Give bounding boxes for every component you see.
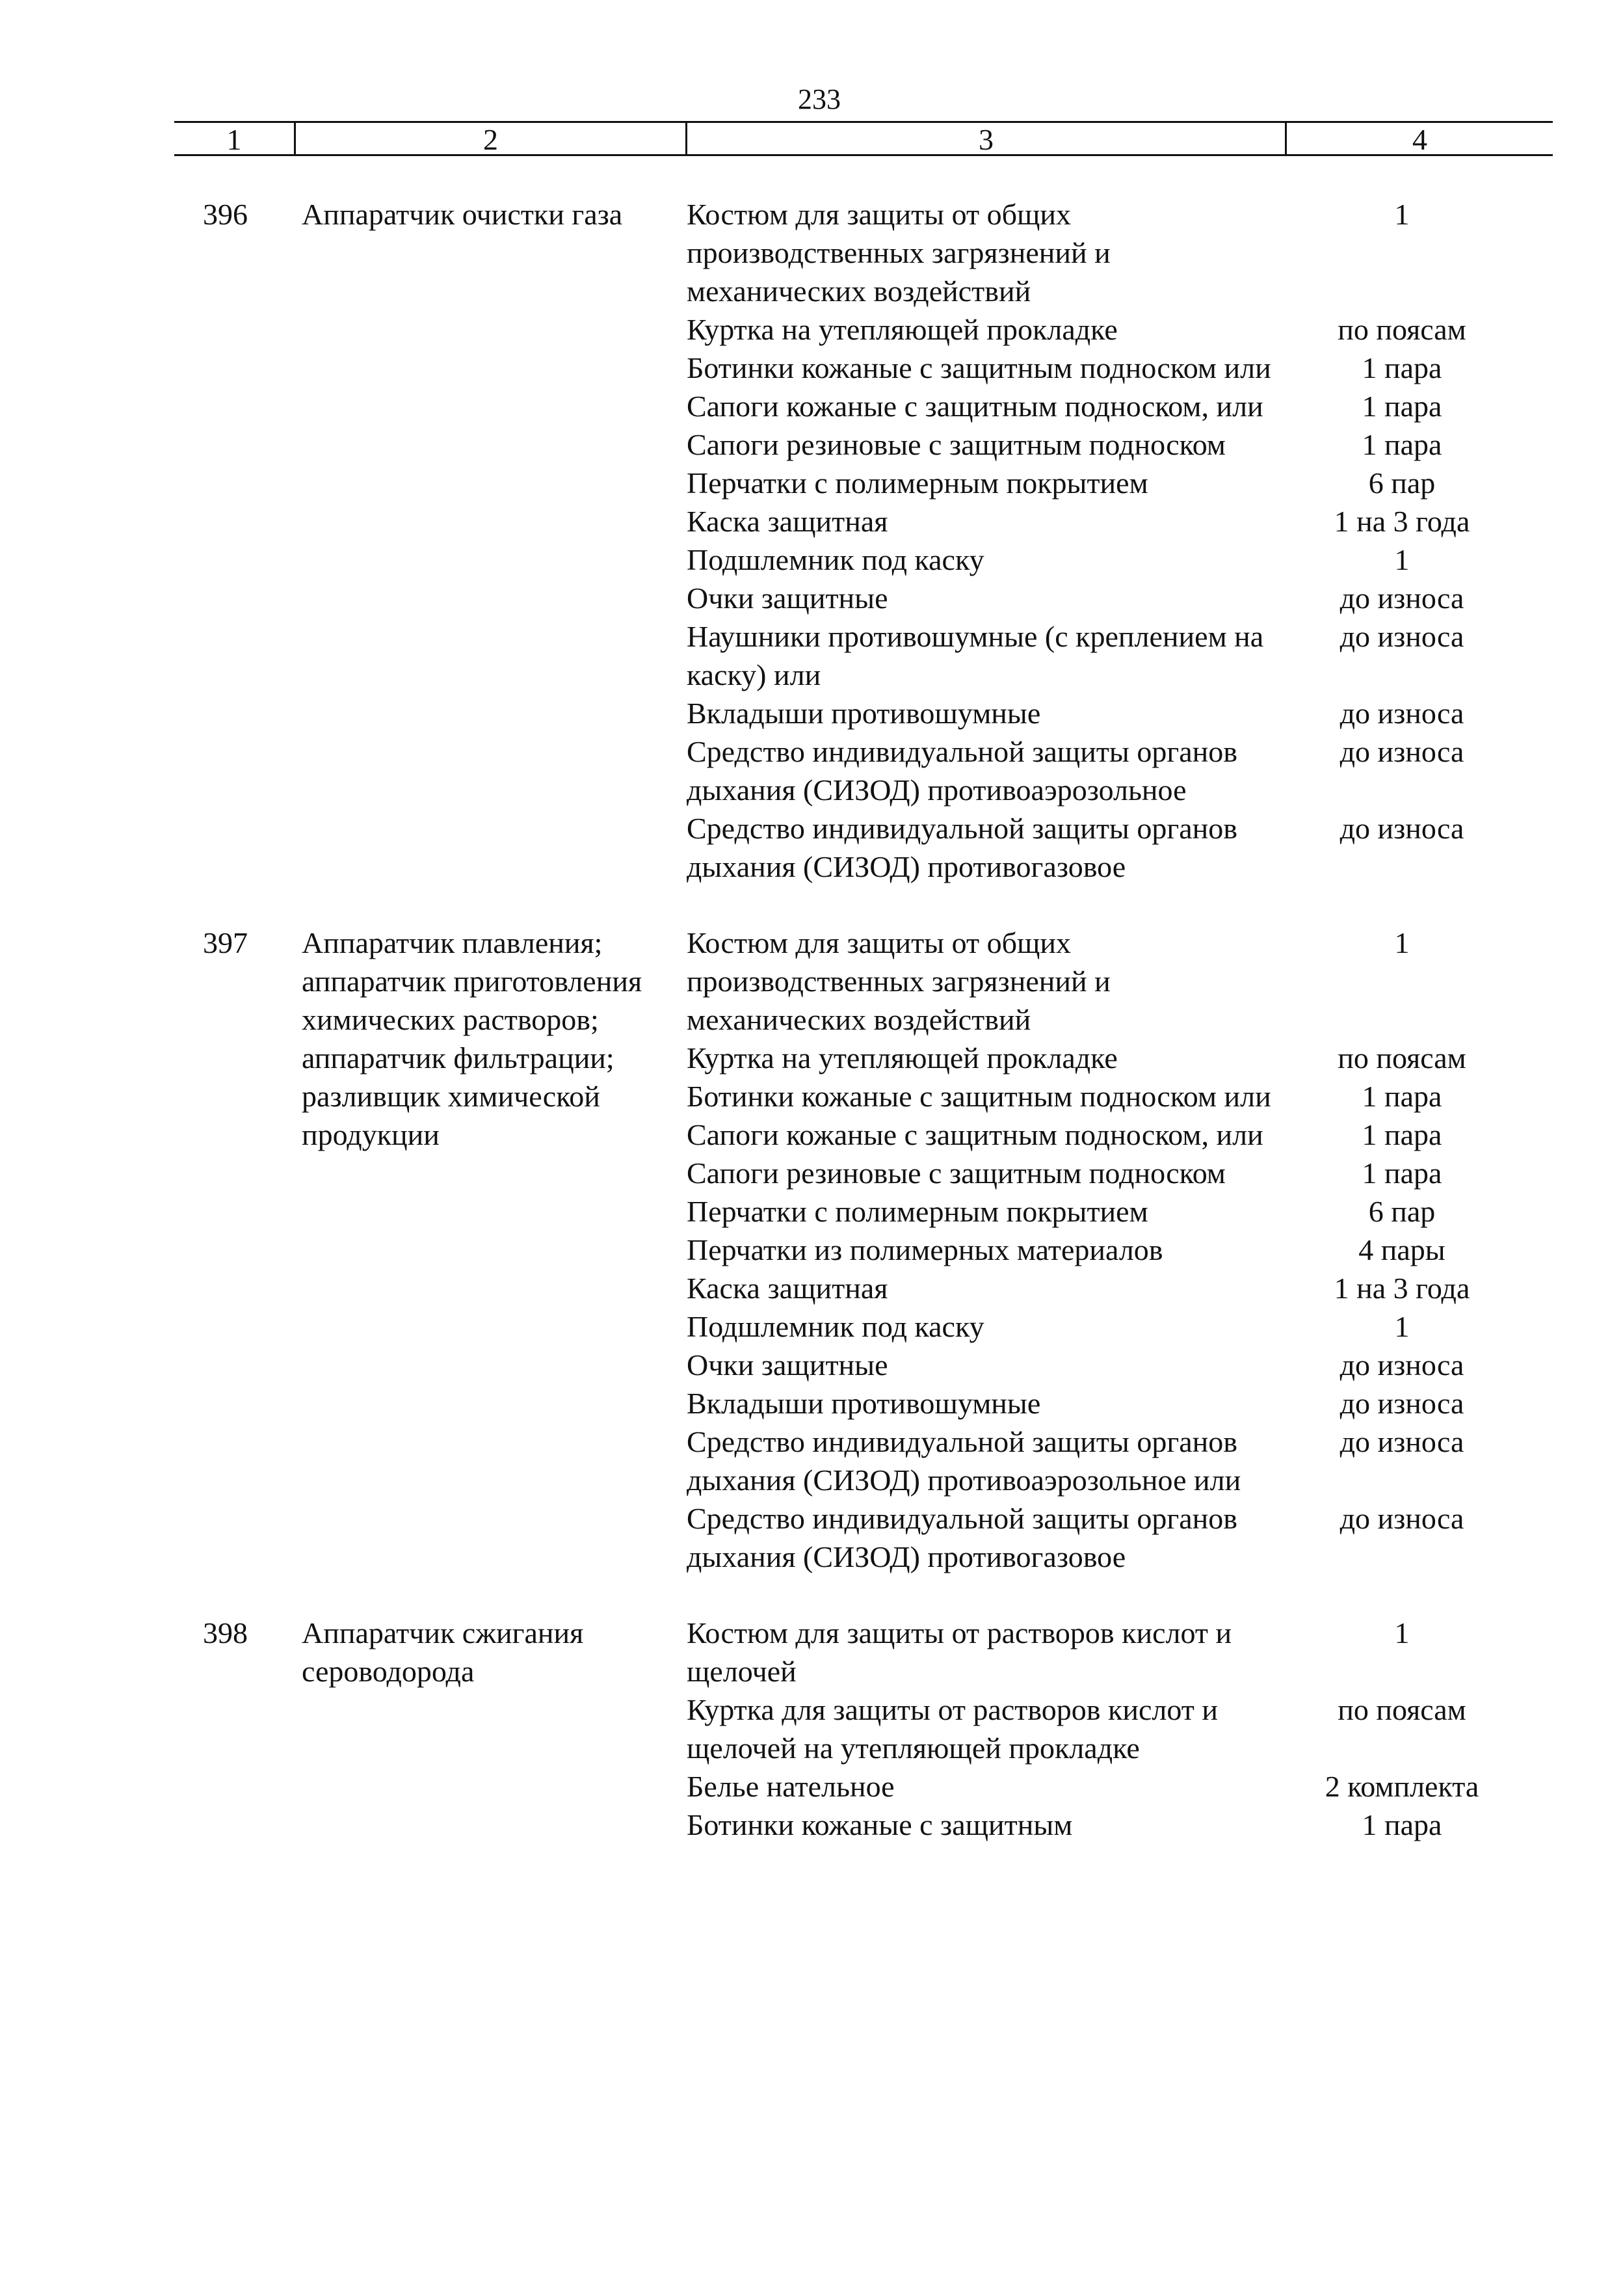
item-norm: 1 пара: [1362, 1808, 1442, 1841]
list-item: [687, 1384, 1532, 1422]
list-item: [687, 1806, 1532, 1844]
items-list: [687, 195, 1532, 886]
item-name: Сапоги резиновые с защитным подноском: [687, 428, 1226, 461]
item-norm: 1 пара: [1362, 428, 1442, 461]
item-name: Вкладыши противошумные: [687, 697, 1041, 730]
item-name: Ботинки кожаные с защитным подноском или: [687, 351, 1271, 384]
item-norm: 1 пара: [1362, 1156, 1442, 1190]
item-norm: до износа: [1339, 620, 1464, 653]
list-item: [687, 809, 1532, 886]
entry-397: [0, 924, 1623, 1576]
item-norm: до износа: [1339, 581, 1464, 615]
item-norm: 1: [1394, 1310, 1410, 1343]
item-name: Подшлемник под каску: [687, 543, 984, 576]
item-name: Ботинки кожаные с защитным: [687, 1808, 1073, 1841]
item-norm: 6 пар: [1368, 466, 1436, 500]
entry-number: 396: [203, 198, 248, 231]
item-norm: по поясам: [1338, 313, 1466, 346]
item-norm: 1 на 3 года: [1334, 505, 1470, 538]
items-list: [687, 924, 1532, 1576]
list-item: [687, 387, 1532, 425]
list-item: [687, 694, 1532, 732]
item-norm: 1 пара: [1362, 351, 1442, 384]
list-item: [687, 1269, 1532, 1307]
item-name: Куртка для защиты от растворов кислот и щелочей на утепляющей прокладке: [687, 1693, 1218, 1765]
item-norm: 1: [1394, 1616, 1410, 1649]
list-item: [687, 1499, 1532, 1576]
item-name: Сапоги кожаные с защитным подноском, или: [687, 390, 1263, 423]
item-norm: 6 пар: [1368, 1195, 1436, 1228]
header-col-1: 1: [226, 123, 242, 156]
item-name: Костюм для защиты от растворов кислот и щелочей: [687, 1616, 1232, 1688]
item-name: Очки защитные: [687, 581, 888, 615]
entries-list: [0, 195, 1623, 1882]
item-name: Куртка на утепляющей прокладке: [687, 1041, 1118, 1075]
item-norm: 1 пара: [1362, 390, 1442, 423]
item-norm: 1: [1394, 926, 1410, 959]
list-item: [687, 1192, 1532, 1231]
item-name: Средство индивидуальной защиты органов дыхания (СИЗОД) противоаэрозольное: [687, 735, 1237, 807]
page-number: 233: [798, 83, 841, 115]
item-norm: до износа: [1339, 1425, 1464, 1458]
list-item: [687, 1231, 1532, 1269]
list-item: [687, 349, 1532, 387]
list-item: [687, 1346, 1532, 1384]
list-item: [687, 195, 1532, 310]
list-item: [687, 425, 1532, 464]
item-name: Каска защитная: [687, 505, 888, 538]
header-col-2: 2: [294, 123, 685, 154]
list-item: [687, 464, 1532, 502]
list-item: [687, 579, 1532, 617]
entry-398: [0, 1614, 1623, 1844]
item-name: Сапоги кожаные с защитным подноском, или: [687, 1118, 1263, 1151]
item-name: Куртка на утепляющей прокладке: [687, 313, 1118, 346]
list-item: [687, 1039, 1532, 1077]
item-name: Средство индивидуальной защиты органов дыхания (СИЗОД) противогазовое: [687, 1502, 1237, 1573]
list-item: [687, 1767, 1532, 1806]
item-name: Перчатки с полимерным покрытием: [687, 1195, 1148, 1228]
list-item: [687, 541, 1532, 579]
item-norm: по поясам: [1338, 1693, 1466, 1726]
list-item: [687, 310, 1532, 349]
item-norm: до износа: [1339, 735, 1464, 768]
item-name: Каска защитная: [687, 1272, 888, 1305]
item-name: Очки защитные: [687, 1348, 888, 1382]
header-col-4: 4: [1285, 123, 1553, 154]
entry-number: 397: [203, 926, 248, 959]
entry-number: 398: [203, 1616, 248, 1649]
list-item: [687, 1307, 1532, 1346]
item-norm: 4 пары: [1358, 1233, 1445, 1266]
list-item: [687, 732, 1532, 809]
item-name: Костюм для защиты от общих производственных загрязнений и механических воздействий: [687, 926, 1111, 1036]
item-norm: 1 пара: [1362, 1118, 1442, 1151]
item-norm: до износа: [1339, 1387, 1464, 1420]
item-norm: до износа: [1339, 697, 1464, 730]
item-norm: 1: [1394, 543, 1410, 576]
item-norm: 1: [1394, 198, 1410, 231]
item-norm: 1 пара: [1362, 1080, 1442, 1113]
list-item: [687, 924, 1532, 1039]
table-header: [174, 121, 1553, 156]
list-item: [687, 1422, 1532, 1499]
list-item: [687, 617, 1532, 694]
list-item: [687, 1614, 1532, 1690]
list-item: [687, 1077, 1532, 1115]
entry-396: [0, 195, 1623, 886]
item-name: Белье нательное: [687, 1770, 895, 1803]
list-item: [687, 1154, 1532, 1192]
items-list: [687, 1614, 1532, 1844]
list-item: [687, 502, 1532, 541]
item-name: Наушники противошумные (с креплением на каску) или: [687, 620, 1264, 691]
item-name: Ботинки кожаные с защитным подноском или: [687, 1080, 1271, 1113]
item-name: Подшлемник под каску: [687, 1310, 984, 1343]
item-name: Средство индивидуальной защиты органов дыхания (СИЗОД) противогазовое: [687, 812, 1237, 883]
item-norm: 2 комплекта: [1325, 1770, 1479, 1803]
entry-profession: Аппаратчик сжигания сероводорода: [302, 1616, 584, 1688]
item-name: Перчатки с полимерным покрытием: [687, 466, 1148, 500]
list-item: [687, 1690, 1532, 1767]
item-name: Перчатки из полимерных материалов: [687, 1233, 1163, 1266]
item-norm: по поясам: [1338, 1041, 1466, 1075]
item-norm: до износа: [1339, 1348, 1464, 1382]
item-norm: до износа: [1339, 812, 1464, 845]
header-col-3: 3: [685, 123, 1285, 154]
item-name: Средство индивидуальной защиты органов дыхания (СИЗОД) противоаэрозольное или: [687, 1425, 1241, 1497]
entry-profession: Аппаратчик очистки газа: [302, 198, 623, 231]
item-name: Костюм для защиты от общих производственных загрязнений и механических воздействий: [687, 198, 1111, 308]
item-norm: 1 на 3 года: [1334, 1272, 1470, 1305]
list-item: [687, 1115, 1532, 1154]
item-name: Сапоги резиновые с защитным подноском: [687, 1156, 1226, 1190]
item-norm: до износа: [1339, 1502, 1464, 1535]
entry-profession: Аппаратчик плавления; аппаратчик приготовления химических растворов; аппаратчик фильтрации; разливщик химической продукции: [302, 926, 642, 1151]
item-name: Вкладыши противошумные: [687, 1387, 1041, 1420]
